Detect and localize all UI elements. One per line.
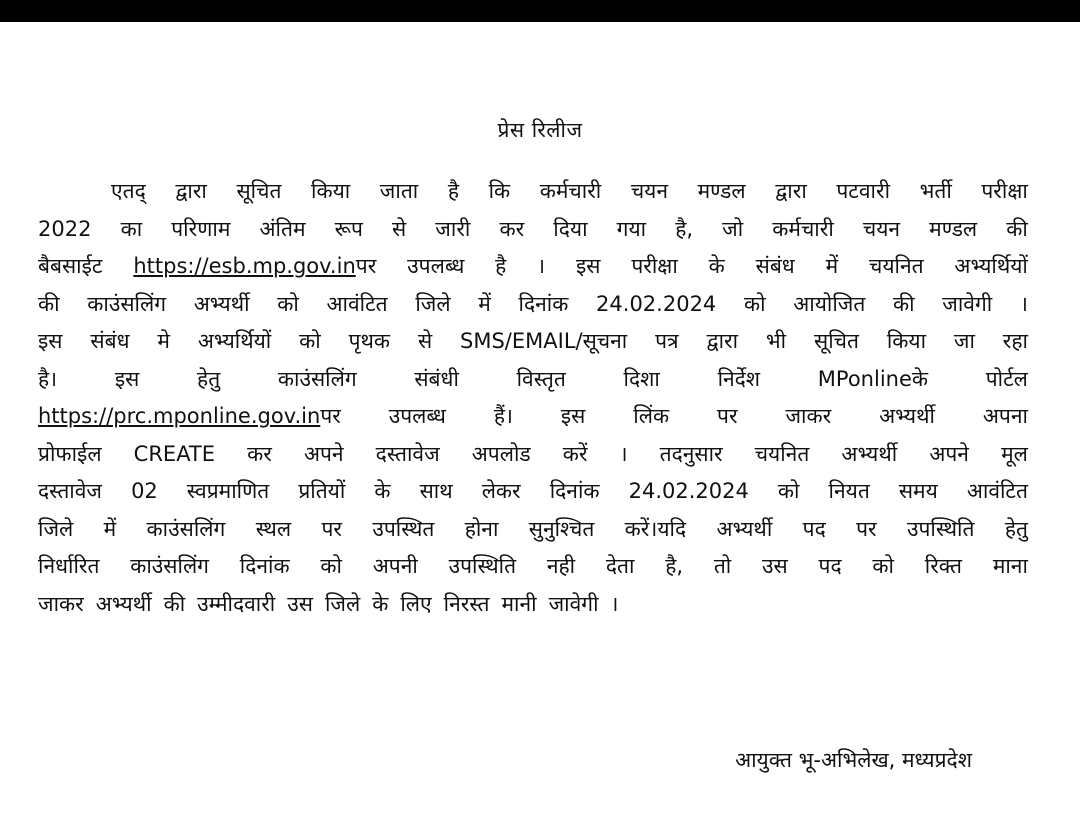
body-word: माना bbox=[992, 554, 1028, 578]
body-word: को bbox=[277, 291, 299, 316]
body-word: काउंसलिंग bbox=[146, 516, 226, 541]
body-word: मूल bbox=[1001, 441, 1028, 466]
body-word: प्रोफाईल bbox=[38, 441, 102, 466]
body-word: जिले bbox=[415, 291, 451, 316]
body-word: इस bbox=[114, 366, 140, 391]
body-word: प्रतियों bbox=[298, 479, 346, 503]
body-word: कर bbox=[499, 216, 525, 241]
body-word: को bbox=[320, 554, 342, 578]
document-title: प्रेस रिलीज bbox=[497, 118, 583, 142]
body-word: जो bbox=[722, 216, 744, 241]
body-word: देता bbox=[605, 554, 635, 578]
body-word: अपना bbox=[982, 404, 1028, 428]
body-word: निर्धारित bbox=[38, 554, 100, 578]
body-word: अपलोड bbox=[471, 441, 531, 466]
signature: आयुक्त भू-अभिलेख, मध्यप्रदेश bbox=[735, 748, 972, 772]
body-word: साथ bbox=[419, 479, 453, 503]
body-word: जिले bbox=[324, 591, 361, 616]
body-line bbox=[38, 252, 1028, 290]
body-word: अपने bbox=[929, 441, 969, 466]
body-word: गया bbox=[616, 216, 647, 241]
body-word: काउंसलिंग bbox=[130, 554, 210, 578]
body-word: अभ्यर्थियों bbox=[954, 254, 1028, 278]
body-word: इस bbox=[575, 254, 601, 278]
body-line bbox=[38, 215, 1028, 253]
body-word: सूचित bbox=[236, 179, 282, 203]
body-word: मण्डल bbox=[697, 179, 746, 203]
body-word: अभ्यर्थियों bbox=[197, 329, 272, 353]
body-word: संबंध bbox=[755, 254, 795, 278]
body-word: रहा bbox=[1002, 329, 1028, 353]
body-word: को bbox=[299, 329, 321, 353]
body-word: पद bbox=[818, 554, 842, 578]
body-word: नही bbox=[546, 554, 576, 578]
body-word: काउंसलिंग bbox=[87, 291, 167, 316]
body-word: इस bbox=[38, 329, 63, 353]
body-word: कि bbox=[488, 179, 511, 203]
body-word: की bbox=[1006, 216, 1028, 241]
body-word: की bbox=[893, 291, 915, 316]
body-word: है, bbox=[675, 216, 694, 241]
body-word: संबंधी bbox=[414, 366, 459, 391]
body-word: नियत bbox=[828, 479, 870, 503]
body-word: मे bbox=[157, 329, 170, 353]
body-word: उस bbox=[762, 554, 788, 578]
body-word: पोर्टल bbox=[985, 366, 1028, 391]
body-word: उपलब्ध bbox=[388, 404, 446, 428]
body-word: चयन bbox=[630, 179, 669, 203]
body-word: आवंटित bbox=[966, 479, 1028, 503]
body-word: स्थल bbox=[255, 516, 292, 541]
body-word: उपलब्ध bbox=[407, 254, 465, 278]
body-word: जाकर bbox=[38, 591, 84, 616]
body-word: उपस्थिति bbox=[907, 516, 975, 541]
body-word: विस्तृत bbox=[516, 366, 566, 391]
body-word: सुनुश्चित bbox=[528, 516, 595, 541]
body-word: कर bbox=[247, 441, 272, 466]
body-word: बैबसाईट bbox=[38, 254, 103, 278]
body-word: कर्मचारी bbox=[772, 216, 834, 241]
body-word: कर्मचारी bbox=[539, 179, 602, 203]
top-black-bar bbox=[0, 0, 1080, 22]
body-line bbox=[38, 477, 1028, 515]
body-word: जाकर bbox=[785, 404, 832, 428]
body-word: निरस्त bbox=[443, 591, 490, 616]
body-word: को bbox=[872, 554, 894, 578]
body-word: MPonlineके bbox=[817, 366, 929, 391]
body-word: परीक्षा bbox=[631, 254, 678, 278]
body-word: का bbox=[120, 216, 143, 241]
body-word: अभ्यर्थी bbox=[841, 441, 898, 466]
body-word: हेतु bbox=[1004, 516, 1028, 541]
body-word: दिनांक bbox=[239, 554, 290, 578]
body-word: तदनुसार bbox=[659, 441, 723, 466]
body-line bbox=[38, 290, 1028, 328]
body-word: द्वारा bbox=[706, 329, 739, 353]
body-word: जावेगी bbox=[942, 291, 993, 316]
body-word: भी bbox=[765, 329, 787, 353]
body-word: दस्तावेज bbox=[375, 441, 440, 466]
body-word: हेतु bbox=[197, 366, 221, 391]
body-line bbox=[38, 515, 1028, 553]
body-word: उम्मीदवारी bbox=[197, 591, 276, 616]
body-word: पद bbox=[802, 516, 826, 541]
body-word: पर bbox=[856, 516, 877, 541]
body-word: चयन bbox=[862, 216, 901, 241]
body-word: में bbox=[103, 516, 117, 541]
body-word: लेकर bbox=[481, 479, 521, 503]
body-word: 2022 bbox=[38, 216, 92, 241]
body-word: जा bbox=[953, 329, 975, 353]
document-body bbox=[38, 177, 1028, 627]
body-word: होना bbox=[464, 516, 499, 541]
body-word: लिए bbox=[400, 591, 432, 616]
body-word: जाता bbox=[379, 179, 419, 203]
body-word: । bbox=[619, 441, 628, 466]
body-word: द्वारा bbox=[775, 179, 807, 203]
body-word: है, bbox=[665, 554, 684, 578]
body-word: CREATE bbox=[133, 441, 216, 466]
body-word: । bbox=[1019, 291, 1028, 316]
body-word: मण्डल bbox=[929, 216, 978, 241]
body-word: स्वप्रमाणित bbox=[186, 479, 270, 503]
body-word: अंतिम bbox=[259, 216, 306, 241]
body-word: लिंक bbox=[633, 404, 670, 428]
body-word: इस bbox=[560, 404, 586, 428]
body-word: 24.02.2024 bbox=[628, 479, 749, 503]
body-word: दिशा bbox=[623, 366, 660, 391]
body-line bbox=[38, 440, 1028, 478]
body-word: रिक्त bbox=[924, 554, 963, 578]
body-word: । bbox=[537, 254, 546, 278]
body-word: है bbox=[495, 254, 507, 278]
body-word: को bbox=[743, 291, 766, 316]
body-word: । bbox=[610, 591, 619, 616]
body-word: रूप bbox=[334, 216, 363, 241]
body-word: दिया bbox=[553, 216, 588, 241]
body-word: परीक्षा bbox=[981, 179, 1028, 203]
body-word: चयनित bbox=[754, 441, 810, 466]
body-line bbox=[38, 177, 1028, 215]
body-line bbox=[38, 402, 1028, 440]
body-word: हैं। bbox=[493, 404, 513, 428]
body-word: भर्ती bbox=[919, 179, 952, 203]
body-word: पत्र bbox=[655, 329, 679, 353]
body-word: पटवारी bbox=[836, 179, 891, 203]
body-word: के bbox=[372, 591, 389, 616]
body-word: अभ्यर्थी bbox=[879, 404, 935, 428]
body-line bbox=[38, 327, 1028, 365]
body-word: दिनांक bbox=[549, 479, 600, 503]
body-word: की bbox=[38, 291, 60, 316]
body-word: पर bbox=[321, 516, 342, 541]
body-word: किया bbox=[886, 329, 927, 353]
body-word: से bbox=[391, 216, 407, 241]
body-word: है bbox=[447, 179, 459, 203]
body-line bbox=[38, 365, 1028, 403]
body-word: दिनांक bbox=[518, 291, 569, 316]
body-word: अभ्यर्थी bbox=[716, 516, 773, 541]
body-word: द्वारा bbox=[175, 179, 207, 203]
body-word: 02 bbox=[131, 479, 158, 503]
body-word: दस्तावेज bbox=[38, 479, 102, 503]
body-word: समय bbox=[898, 479, 938, 503]
body-word: अभ्यर्थी bbox=[193, 291, 250, 316]
url-link: https://prc.mponline.gov.in bbox=[38, 404, 321, 428]
body-word: निर्देश bbox=[717, 366, 761, 391]
body-word: उस bbox=[287, 591, 313, 616]
body-line bbox=[38, 552, 1028, 590]
body-word: में bbox=[825, 254, 839, 278]
body-word: मानी bbox=[501, 591, 537, 616]
body-word: संबंध bbox=[90, 329, 130, 353]
body-word: सूचित bbox=[814, 329, 859, 353]
body-word: में bbox=[478, 291, 491, 316]
body-word: उपस्थित bbox=[372, 516, 435, 541]
body-word: जारी bbox=[435, 216, 471, 241]
body-word: काउंसलिंग bbox=[277, 366, 357, 391]
body-word: है। bbox=[38, 366, 58, 391]
body-word: आवंटित bbox=[326, 291, 388, 316]
body-word: की bbox=[163, 591, 186, 616]
body-word: करें।यदि bbox=[624, 516, 687, 541]
body-word: परिणाम bbox=[171, 216, 231, 241]
body-word: अपनी bbox=[372, 554, 418, 578]
body-word: https://esb.mp.gov.inपर bbox=[133, 254, 377, 278]
body-word: आयोजित bbox=[793, 291, 866, 316]
body-word: जिले bbox=[38, 516, 74, 541]
body-word: के bbox=[374, 479, 391, 503]
body-word: 24.02.2024 bbox=[596, 291, 717, 316]
body-word: जावेगी bbox=[548, 591, 599, 616]
press-release-page bbox=[0, 22, 1080, 828]
body-word: एतद् bbox=[111, 179, 146, 203]
body-word: उपस्थिति bbox=[448, 554, 517, 578]
body-word: SMS/EMAIL/सूचना bbox=[460, 329, 628, 353]
body-word: से bbox=[417, 329, 433, 353]
url-link: https://esb.mp.gov.in bbox=[133, 254, 356, 278]
body-word: को bbox=[777, 479, 800, 503]
body-line bbox=[38, 590, 1028, 628]
body-word: https://prc.mponline.gov.inपर bbox=[38, 404, 341, 428]
body-word: के bbox=[708, 254, 725, 278]
body-word: किया bbox=[311, 179, 351, 203]
body-word: अभ्यर्थी bbox=[95, 591, 152, 616]
body-word: तो bbox=[713, 554, 732, 578]
body-word: चयनित bbox=[868, 254, 924, 278]
body-word: पर bbox=[717, 404, 738, 428]
body-word: करें bbox=[562, 441, 588, 466]
body-word: अपने bbox=[303, 441, 344, 466]
body-word: पृथक bbox=[348, 329, 391, 353]
